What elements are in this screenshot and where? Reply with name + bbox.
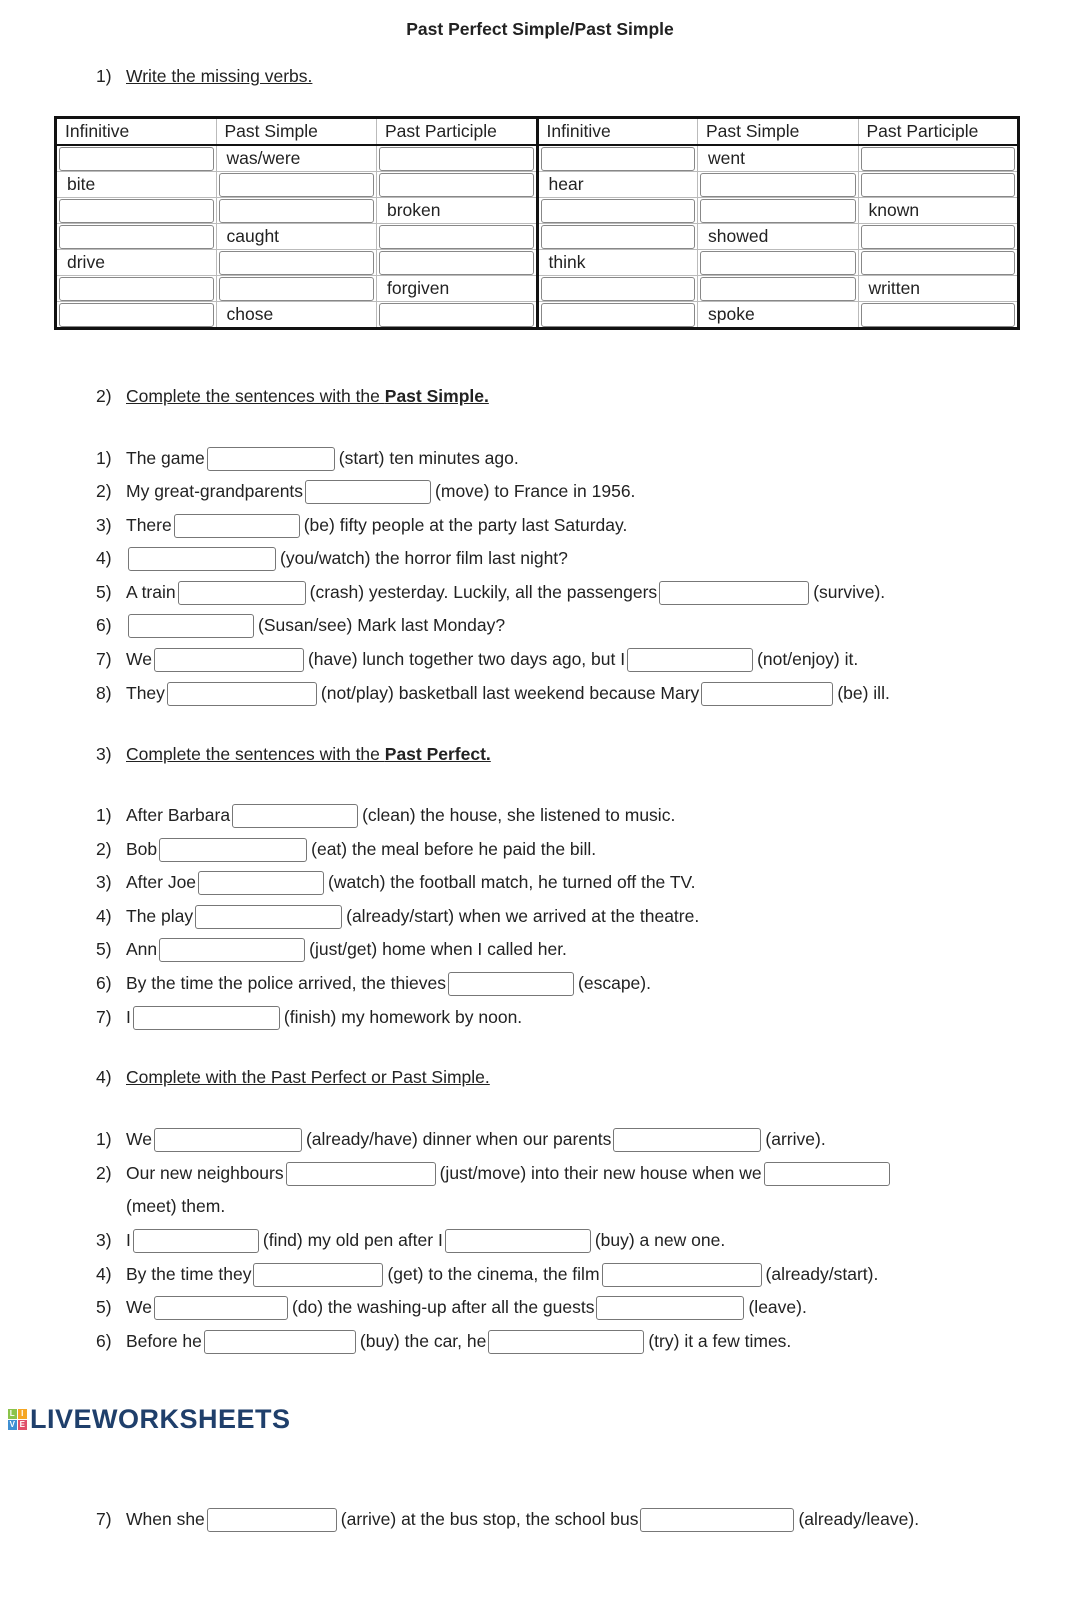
table-cell	[56, 172, 217, 198]
column-header: Past Participle	[858, 118, 1019, 146]
table-cell	[216, 145, 377, 172]
table-cell	[698, 172, 859, 198]
sentence-line	[96, 836, 596, 862]
answer-input[interactable]	[159, 938, 305, 962]
sentence-line	[96, 970, 651, 996]
answer-input[interactable]	[204, 1330, 356, 1354]
liveworksheets-logo	[8, 1404, 291, 1435]
sentence-text: We	[126, 1129, 152, 1149]
answer-input[interactable]	[154, 1296, 288, 1320]
answer-input[interactable]	[154, 648, 304, 672]
table-cell	[537, 302, 698, 329]
logo-tile: L	[9, 1409, 16, 1418]
answer-input[interactable]	[219, 173, 375, 197]
answer-input[interactable]	[448, 972, 574, 996]
table-cell	[377, 145, 538, 172]
section-number: 3)	[96, 744, 112, 764]
sentence-text: They	[126, 683, 165, 703]
section-heading-text: Write the missing verbs.	[126, 66, 313, 86]
item-number: 2)	[96, 839, 112, 859]
sentence-text: (you/watch) the horror film last night?	[280, 548, 568, 568]
answer-input[interactable]	[861, 173, 1016, 197]
sentence-text: (Susan/see) Mark last Monday?	[258, 615, 506, 635]
sentence-text: I	[126, 1007, 131, 1027]
logo-tile: I	[18, 1409, 27, 1419]
item-number: 7)	[96, 1007, 112, 1027]
table-cell	[216, 276, 377, 302]
item-number: 3)	[96, 872, 112, 892]
table-cell	[56, 145, 217, 172]
sentence-text: Bob	[126, 839, 158, 859]
table-row	[56, 250, 1019, 276]
sentence-line	[96, 1261, 878, 1287]
given-verb: drive	[67, 252, 105, 272]
answer-input[interactable]	[861, 225, 1016, 249]
table-cell	[377, 276, 538, 302]
section-heading-text: Complete with the Past Perfect or Past Simple.	[126, 1067, 490, 1087]
answer-input[interactable]	[128, 614, 254, 638]
answer-input[interactable]	[541, 277, 696, 301]
column-header: Past Simple	[698, 118, 859, 146]
given-verb: written	[868, 278, 921, 298]
table-cell	[377, 250, 538, 276]
table-cell	[858, 224, 1019, 250]
sentence-text: Before he	[126, 1331, 202, 1351]
heading-text: Complete the sentences with the	[126, 744, 385, 764]
sentence-text: (meet) them.	[126, 1196, 226, 1216]
sentence-line	[96, 1004, 522, 1030]
item-number: 8)	[96, 683, 112, 703]
section-heading-text	[126, 744, 491, 764]
answer-input[interactable]	[861, 303, 1016, 327]
section-number: 1)	[96, 66, 112, 86]
answer-input[interactable]	[195, 905, 342, 929]
sentence-text: (leave).	[748, 1297, 807, 1317]
answer-input[interactable]	[488, 1330, 644, 1354]
answer-input[interactable]	[219, 277, 375, 301]
answer-input[interactable]	[59, 225, 214, 249]
answer-input[interactable]	[305, 480, 431, 504]
item-number: 6)	[96, 1331, 112, 1351]
sentence-line	[96, 680, 890, 706]
answer-input[interactable]	[379, 147, 534, 171]
sentence-text: (have) lunch together two days ago, but I	[307, 649, 626, 669]
item-number: 1)	[96, 805, 112, 825]
table-cell	[537, 224, 698, 250]
sentence-text: (eat) the meal before he paid the bill.	[311, 839, 597, 859]
sentence-text: (watch) the football match, he turned off the TV.	[328, 872, 696, 892]
sentence-text: After Barbara	[126, 805, 231, 825]
answer-input[interactable]	[541, 303, 696, 327]
given-verb: was/were	[226, 148, 301, 168]
table-row	[56, 224, 1019, 250]
sentence-line	[96, 1506, 919, 1532]
item-number: 2)	[96, 481, 112, 501]
answer-input[interactable]	[700, 277, 856, 301]
sentence-line	[96, 869, 695, 895]
sentence-line	[96, 936, 567, 962]
sentence-text: (find) my old pen after I	[262, 1230, 443, 1250]
item-number: 5)	[96, 939, 112, 959]
sentence-line	[96, 478, 635, 504]
sentence-text: (be) fifty people at the party last Saturday.	[303, 515, 628, 535]
item-number: 3)	[96, 1230, 112, 1250]
sentence-line	[96, 1160, 894, 1186]
sentence-text: (survive).	[813, 582, 886, 602]
sentence-text: By the time the police arrived, the thieves	[126, 973, 447, 993]
answer-input[interactable]	[159, 838, 307, 862]
sentence-text: I	[126, 1230, 131, 1250]
given-verb: bite	[67, 174, 96, 194]
answer-input[interactable]	[198, 871, 324, 895]
table-cell	[537, 145, 698, 172]
given-verb: went	[708, 148, 745, 168]
table-cell	[698, 145, 859, 172]
table-cell	[537, 250, 698, 276]
section-2-heading	[96, 386, 489, 407]
sentence-text: (arrive) at the bus stop, the school bus	[340, 1509, 639, 1529]
table-cell	[698, 250, 859, 276]
sentence-text: (buy) a new one.	[594, 1230, 726, 1250]
sentence-line	[96, 512, 627, 538]
answer-input[interactable]	[133, 1229, 259, 1253]
logo-text: LIVEWORKSHEETS	[30, 1404, 291, 1434]
logo-tile: E	[19, 1420, 26, 1429]
item-number: 4)	[96, 1264, 112, 1284]
sentence-text: My great-grandparents	[126, 481, 304, 501]
table-row	[56, 145, 1019, 172]
section-number: 4)	[96, 1067, 112, 1087]
sentence-text: (escape).	[578, 973, 651, 993]
table-cell	[377, 302, 538, 329]
given-verb: hear	[548, 174, 584, 194]
answer-input[interactable]	[286, 1162, 436, 1186]
sentence-text: The play	[126, 906, 194, 926]
answer-input[interactable]	[379, 225, 534, 249]
answer-input[interactable]	[541, 147, 696, 171]
given-verb: think	[548, 252, 586, 272]
sentence-text: The game	[126, 448, 205, 468]
worksheet-title: Past Perfect Simple/Past Simple	[406, 19, 674, 39]
answer-input[interactable]	[59, 277, 214, 301]
section-1-heading	[96, 66, 312, 87]
table-cell	[56, 224, 217, 250]
item-number: 7)	[96, 1509, 112, 1529]
sentence-line	[96, 579, 885, 605]
table-cell	[537, 276, 698, 302]
table-cell	[377, 224, 538, 250]
table-cell	[858, 145, 1019, 172]
sentence-text: (move) to France in 1956.	[435, 481, 636, 501]
item-number: 6)	[96, 973, 112, 993]
sentence-text: (arrive).	[765, 1129, 826, 1149]
sentence-line	[96, 802, 675, 828]
sentence-line	[96, 646, 858, 672]
sentence-text: (finish) my homework by noon.	[283, 1007, 523, 1027]
answer-input[interactable]	[659, 581, 809, 605]
sentence-text: (already/have) dinner when our parents	[305, 1129, 612, 1149]
answer-input[interactable]	[167, 682, 317, 706]
answer-input[interactable]	[59, 303, 214, 327]
answer-input[interactable]	[596, 1296, 744, 1320]
sentence-line	[96, 1328, 791, 1354]
table-cell	[858, 302, 1019, 329]
sentence-text: (try) it a few times.	[648, 1331, 792, 1351]
table-cell	[698, 276, 859, 302]
sentence-text: (just/get) home when I called her.	[309, 939, 567, 959]
column-header: Infinitive	[537, 118, 698, 146]
table-cell	[216, 302, 377, 329]
answer-input[interactable]	[133, 1006, 280, 1030]
table-row	[56, 302, 1019, 329]
sentence-text: (clean) the house, she listened to music.	[362, 805, 676, 825]
sentence-line	[96, 1294, 807, 1320]
sentence-text: (crash) yesterday. Luckily, all the passengers	[309, 582, 658, 602]
given-verb: known	[868, 200, 920, 220]
answer-input[interactable]	[207, 447, 335, 471]
sentence-line	[96, 1227, 725, 1253]
item-number: 3)	[96, 515, 112, 535]
table-cell	[56, 302, 217, 329]
answer-input[interactable]	[59, 199, 214, 223]
logo-tile: V	[9, 1420, 16, 1429]
sentence-text: (just/move) into their new house when we	[439, 1163, 762, 1183]
table-cell	[56, 250, 217, 276]
sentence-text: (be) ill.	[837, 683, 890, 703]
table-cell	[377, 198, 538, 224]
answer-input[interactable]	[219, 251, 375, 275]
answer-input[interactable]	[627, 648, 753, 672]
table-cell	[216, 224, 377, 250]
table-row	[56, 198, 1019, 224]
answer-input[interactable]	[128, 547, 276, 571]
column-header: Past Simple	[216, 118, 377, 146]
section-3-heading	[96, 744, 491, 765]
table-cell	[858, 198, 1019, 224]
answer-input[interactable]	[445, 1229, 591, 1253]
answer-input[interactable]	[174, 514, 300, 538]
sentence-text: Ann	[126, 939, 158, 959]
table-cell	[698, 224, 859, 250]
table-cell	[698, 302, 859, 329]
sentence-text: A train	[126, 582, 176, 602]
answer-input[interactable]	[700, 173, 856, 197]
sentence-line	[96, 445, 519, 471]
answer-input[interactable]	[253, 1263, 383, 1287]
logo-tiles-icon	[8, 1409, 27, 1430]
table-cell	[858, 250, 1019, 276]
sentence-text: (do) the washing-up after all the guests	[291, 1297, 595, 1317]
answer-input[interactable]	[701, 682, 833, 706]
sentence-text: Our new neighbours	[126, 1163, 284, 1183]
heading-text: Complete the sentences with the	[126, 386, 385, 406]
answer-input[interactable]	[219, 199, 375, 223]
table-cell	[537, 198, 698, 224]
answer-input[interactable]	[861, 251, 1016, 275]
column-header: Past Participle	[377, 118, 538, 146]
item-number: 1)	[96, 448, 112, 468]
sentence-text: We	[126, 649, 152, 669]
heading-bold: Past Perfect.	[384, 744, 491, 764]
answer-input[interactable]	[207, 1508, 337, 1532]
sentence-text: (already/leave).	[798, 1509, 920, 1529]
table-cell	[858, 172, 1019, 198]
table-row	[56, 172, 1019, 198]
table-header-row	[56, 118, 1019, 146]
verb-table	[54, 116, 1020, 330]
sentence-text: There	[126, 515, 172, 535]
table-cell	[377, 172, 538, 198]
item-number: 1)	[96, 1129, 112, 1149]
sentence-line	[96, 612, 505, 638]
section-heading-text	[126, 386, 489, 406]
answer-input[interactable]	[541, 199, 696, 223]
answer-input[interactable]	[379, 303, 534, 327]
sentence-text: When she	[126, 1509, 205, 1529]
sentence-text: (not/play) basketball last weekend because Mary	[320, 683, 700, 703]
table-cell	[56, 276, 217, 302]
table-cell	[537, 172, 698, 198]
answer-input[interactable]	[640, 1508, 794, 1532]
item-number: 4)	[96, 548, 112, 568]
item-number: 7)	[96, 649, 112, 669]
answer-input[interactable]	[178, 581, 306, 605]
table-cell	[216, 198, 377, 224]
sentence-line	[96, 545, 568, 571]
section-4-heading	[96, 1067, 490, 1088]
given-verb: spoke	[708, 304, 755, 324]
sentence-text: (already/start) when we arrived at the theatre.	[346, 906, 700, 926]
answer-input[interactable]	[232, 804, 358, 828]
sentence-text: (start) ten minutes ago.	[338, 448, 519, 468]
answer-input[interactable]	[379, 173, 534, 197]
sentence-text: (get) to the cinema, the film	[387, 1264, 600, 1284]
table-cell	[698, 198, 859, 224]
item-number: 2)	[96, 1163, 112, 1183]
given-verb: chose	[226, 304, 274, 324]
item-number: 6)	[96, 615, 112, 635]
given-verb: showed	[708, 226, 769, 246]
table-cell	[216, 172, 377, 198]
answer-input[interactable]	[764, 1162, 890, 1186]
sentence-text: After Joe	[126, 872, 197, 892]
answer-input[interactable]	[541, 225, 696, 249]
given-verb: caught	[226, 226, 280, 246]
section-number: 2)	[96, 386, 112, 406]
given-verb: broken	[387, 200, 441, 220]
sentence-text: (not/enjoy) it.	[757, 649, 859, 669]
answer-input[interactable]	[59, 147, 214, 171]
sentence-line	[96, 1126, 826, 1152]
item-number: 5)	[96, 1297, 112, 1317]
answer-input[interactable]	[379, 251, 534, 275]
column-header: Infinitive	[56, 118, 217, 146]
table-cell	[216, 250, 377, 276]
answer-input[interactable]	[700, 199, 856, 223]
answer-input[interactable]	[613, 1128, 761, 1152]
item-number: 5)	[96, 582, 112, 602]
table-row	[56, 276, 1019, 302]
answer-input[interactable]	[602, 1263, 762, 1287]
table-cell	[858, 276, 1019, 302]
answer-input[interactable]	[700, 251, 856, 275]
answer-input[interactable]	[154, 1128, 302, 1152]
table-cell	[56, 198, 217, 224]
sentence-text: By the time they	[126, 1264, 252, 1284]
item-number: 4)	[96, 906, 112, 926]
sentence-text: (already/start).	[765, 1264, 879, 1284]
given-verb: forgiven	[387, 278, 450, 298]
answer-input[interactable]	[861, 147, 1016, 171]
sentence-line	[96, 903, 699, 929]
sentence-text: (buy) the car, he	[359, 1331, 487, 1351]
sentence-line	[96, 1193, 225, 1219]
sentence-text: We	[126, 1297, 152, 1317]
heading-bold: Past Simple.	[384, 386, 489, 406]
